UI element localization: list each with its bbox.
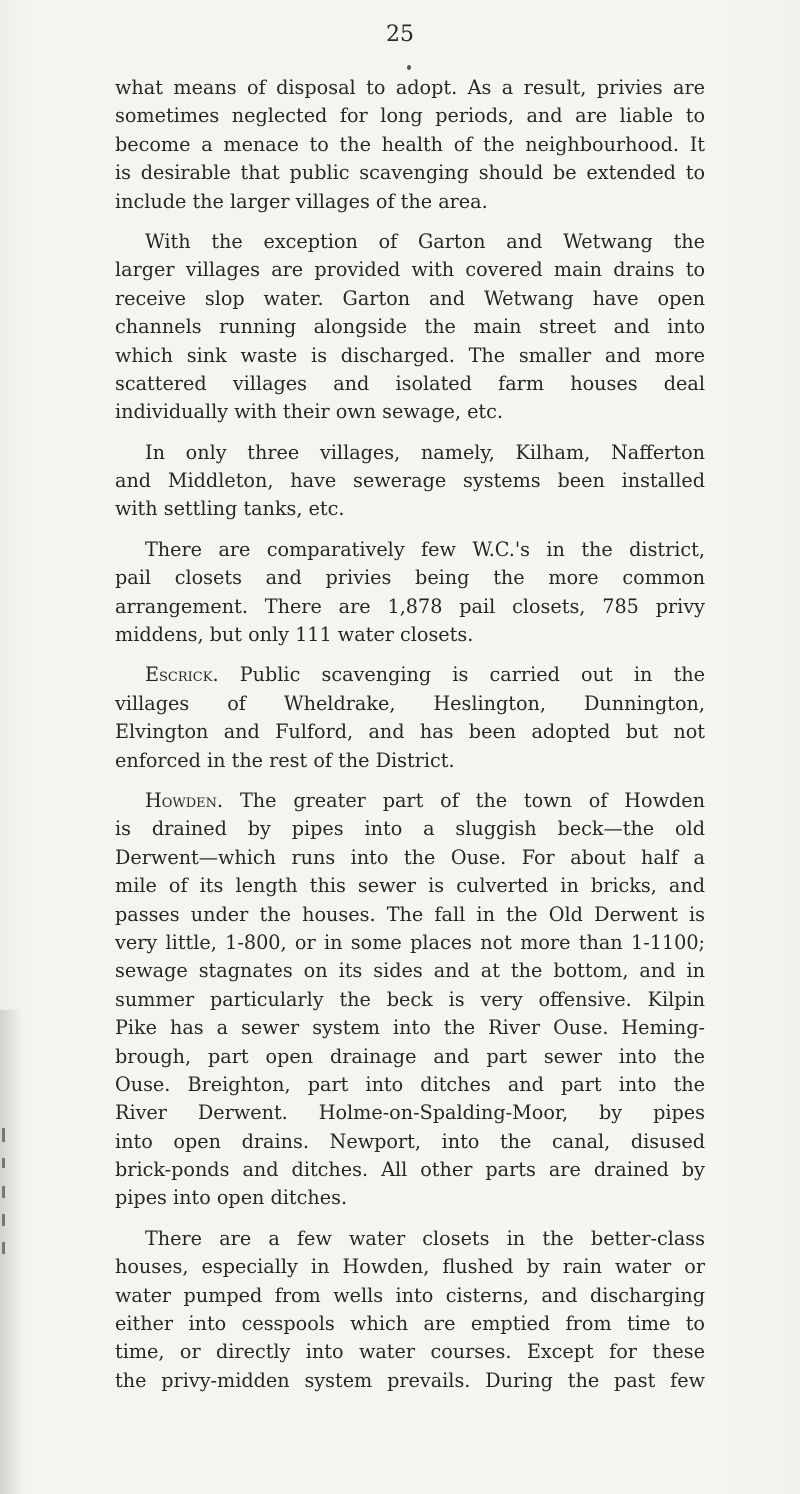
text-line: mile of its length this sewer is culverted in bricks, and bbox=[115, 874, 705, 898]
text-line: with settling tanks, etc. bbox=[115, 497, 345, 521]
page-number: 25 bbox=[386, 22, 414, 47]
paragraph-drains bbox=[115, 228, 705, 427]
text-line: villages of Wheldrake, Heslington, Dunnington, bbox=[115, 691, 705, 715]
text-line: passes under the houses. The fall in the Old Derwent is bbox=[115, 902, 705, 926]
text-line: Derwent—which runs into the Ouse. For about half a bbox=[115, 845, 705, 869]
paragraph-disposal bbox=[115, 74, 705, 216]
text-line: scattered villages and isolated farm houses deal bbox=[115, 371, 705, 395]
text-line: channels running alongside the main street and into bbox=[115, 315, 705, 339]
text-line: is desirable that public scavenging should be extended to bbox=[115, 161, 705, 185]
section-heading-escrick: Escrick. bbox=[145, 663, 219, 687]
text-line: what means of disposal to adopt. As a result, privies are bbox=[115, 76, 705, 99]
section-heading-howden: Howden. bbox=[145, 788, 224, 812]
ink-spot bbox=[407, 65, 411, 70]
edge-mark bbox=[2, 1214, 5, 1226]
text-line: individually with their own sewage, etc. bbox=[115, 400, 503, 424]
edge-mark bbox=[2, 1128, 5, 1142]
text-line: very little, 1-800, or in some places not more than 1-1100; bbox=[115, 930, 705, 954]
text-line: into open drains. Newport, into the canal, disused bbox=[115, 1129, 705, 1153]
text-line: Elvington and Fulford, and has been adopted but not bbox=[115, 720, 705, 744]
text-fragment: Public scavenging is carried out in the bbox=[239, 663, 705, 687]
text-line: sometimes neglected for long periods, and are liable to bbox=[115, 104, 705, 128]
paragraph-water-closets bbox=[115, 1225, 705, 1395]
text-line: sewage stagnates on its sides and at the bottom, and in bbox=[115, 959, 705, 983]
text-line: pipes into open ditches. bbox=[115, 1186, 348, 1210]
paragraph-escrick bbox=[115, 661, 705, 775]
text-line: include the larger villages of the area. bbox=[115, 189, 488, 213]
paragraph-closets bbox=[115, 536, 705, 650]
text-line: either into cesspools which are emptied from time to bbox=[115, 1312, 705, 1336]
text-line: time, or directly into water courses. Except for these bbox=[115, 1340, 705, 1364]
text-line: middens, but only 111 water closets. bbox=[115, 623, 474, 647]
text-line bbox=[115, 661, 705, 689]
text-line bbox=[115, 787, 705, 815]
text-line: brick-ponds and ditches. All other parts are drained by bbox=[115, 1158, 705, 1182]
text-line: pail closets and privies being the more common bbox=[115, 566, 705, 590]
text-line: water pumped from wells into cisterns, and discharging bbox=[115, 1283, 705, 1307]
text-line: There are a few water closets in the better-class bbox=[145, 1226, 705, 1250]
text-line: Pike has a sewer system into the River Ouse. Heming- bbox=[115, 1016, 705, 1040]
text-line: and Middleton, have sewerage systems been installed bbox=[115, 469, 705, 493]
text-line: the privy-midden system prevails. During the past few bbox=[115, 1368, 705, 1392]
text-line: houses, especially in Howden, flushed by rain water or bbox=[115, 1255, 705, 1279]
text-line: larger villages are provided with covered main drains to bbox=[115, 258, 705, 282]
text-line: There are comparatively few W.C.'s in the district, bbox=[145, 537, 705, 561]
text-line: In only three villages, namely, Kilham, Nafferton bbox=[145, 440, 705, 464]
text-fragment: The greater part of the town of Howden bbox=[240, 788, 705, 812]
text-line: summer particularly the beck is very offensive. Kilpin bbox=[115, 987, 705, 1011]
paragraph-howden bbox=[115, 787, 705, 1213]
paragraph-sewerage bbox=[115, 439, 705, 524]
text-line: is drained by pipes into a sluggish beck—the old bbox=[115, 817, 705, 841]
edge-mark bbox=[2, 1158, 5, 1168]
text-line: brough, part open drainage and part sewer into the bbox=[115, 1044, 705, 1068]
text-line: Ouse. Breighton, part into ditches and part into the bbox=[115, 1072, 705, 1096]
edge-mark bbox=[2, 1242, 5, 1254]
body-text bbox=[115, 74, 705, 1395]
text-line: With the exception of Garton and Wetwang the bbox=[145, 229, 705, 253]
text-line: become a menace to the health of the neighbourhood. It bbox=[115, 132, 705, 156]
text-line: which sink waste is discharged. The smaller and more bbox=[115, 343, 705, 367]
text-line: arrangement. There are 1,878 pail closets, 785 privy bbox=[115, 594, 705, 618]
text-line: enforced in the rest of the District. bbox=[115, 748, 455, 772]
text-line: receive slop water. Garton and Wetwang have open bbox=[115, 286, 705, 310]
edge-mark bbox=[2, 1186, 5, 1198]
text-line: River Derwent. Holme-on-Spalding-Moor, by pipes bbox=[115, 1101, 705, 1125]
